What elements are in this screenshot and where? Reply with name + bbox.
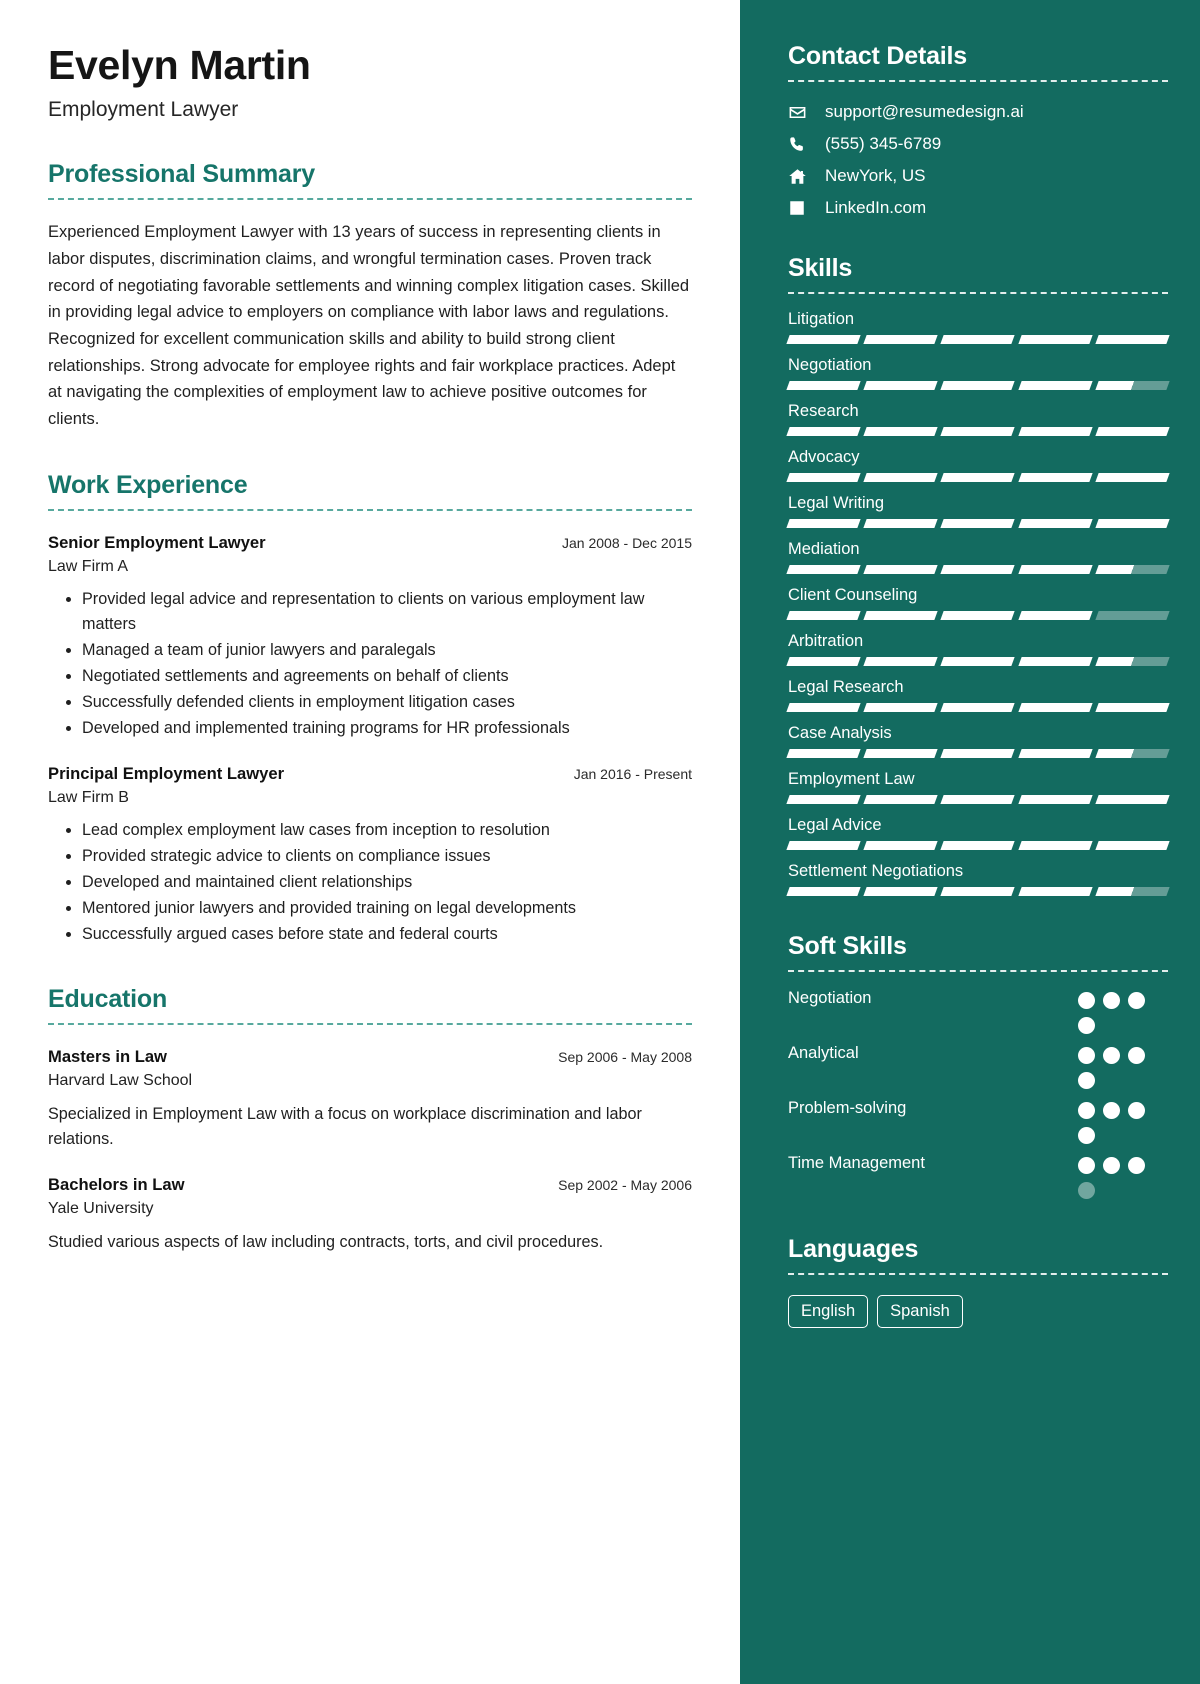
skill-label: Case Analysis xyxy=(788,724,892,742)
work-bullet: • Successfully defended clients in employment litigation cases xyxy=(82,690,692,715)
divider xyxy=(788,80,1168,82)
home-icon xyxy=(788,167,814,186)
soft-skill-dot xyxy=(1103,1102,1120,1119)
skill-segment xyxy=(864,611,938,620)
soft-skill-dot xyxy=(1128,1047,1145,1064)
skill-row xyxy=(788,402,1168,436)
skill-segment xyxy=(786,611,860,620)
section-heading-education: Education xyxy=(48,985,168,1014)
skill-segment xyxy=(1018,841,1092,850)
skill-segment xyxy=(1095,841,1169,850)
skill-label: Research xyxy=(788,402,859,420)
skill-level-bar xyxy=(788,381,1168,390)
skill-segment xyxy=(786,841,860,850)
skill-segment xyxy=(1018,703,1092,712)
soft-skill-label: Analytical xyxy=(788,1044,859,1062)
skill-segment xyxy=(1095,749,1169,758)
skill-segment xyxy=(1018,795,1092,804)
soft-skill-rating xyxy=(1078,1153,1168,1199)
divider xyxy=(48,198,692,200)
soft-skill-dot xyxy=(1078,1047,1095,1064)
skills-list xyxy=(788,310,1168,896)
work-bullet: • Provided strategic advice to clients on compliance issues xyxy=(82,844,692,869)
contact-item[interactable] xyxy=(788,102,1168,122)
divider xyxy=(788,1273,1168,1275)
skill-row xyxy=(788,770,1168,804)
education-entry-description: Specialized in Employment Law with a focus on workplace discrimination and labor relations. xyxy=(48,1105,642,1149)
section-heading-summary: Professional Summary xyxy=(48,160,315,189)
contact-item[interactable] xyxy=(788,166,1168,186)
skill-segment xyxy=(1018,657,1092,666)
work-bullet-list xyxy=(48,818,692,948)
skill-segment xyxy=(1095,473,1169,482)
soft-skills-list xyxy=(788,988,1168,1199)
work-entry-org: Law Firm B xyxy=(48,788,129,806)
work-experience-section xyxy=(48,471,692,947)
skill-segment xyxy=(1018,519,1092,528)
divider xyxy=(788,970,1168,972)
work-entry-list xyxy=(48,533,692,947)
skill-segment xyxy=(1095,381,1169,390)
envelope-icon xyxy=(788,103,814,122)
education-entry-list xyxy=(48,1047,692,1255)
skill-segment xyxy=(864,427,938,436)
skill-label: Legal Research xyxy=(788,678,904,696)
work-entry-header xyxy=(48,533,692,553)
work-bullet: • Managed a team of junior lawyers and paralegals xyxy=(82,638,692,663)
education-entry-org: Harvard Law School xyxy=(48,1072,193,1090)
skill-segment xyxy=(786,657,860,666)
work-bullet: • Developed and maintained client relationships xyxy=(82,870,692,895)
education-entry-header xyxy=(48,1047,692,1067)
soft-skill-dot xyxy=(1078,1182,1095,1199)
skill-segment xyxy=(941,519,1015,528)
work-entry xyxy=(48,764,692,948)
contact-details-section xyxy=(788,42,1168,218)
skill-segment xyxy=(941,841,1015,850)
soft-skill-rating xyxy=(1078,1098,1168,1144)
soft-skill-dot xyxy=(1078,1127,1095,1144)
skill-segment xyxy=(1095,703,1169,712)
skill-segment xyxy=(941,611,1015,620)
language-chip: English xyxy=(788,1295,868,1328)
skill-segment xyxy=(941,657,1015,666)
skill-label: Litigation xyxy=(788,310,855,328)
skill-segment xyxy=(1018,335,1092,344)
languages-section xyxy=(788,1235,1168,1328)
skill-segment xyxy=(864,749,938,758)
skill-segment xyxy=(941,381,1015,390)
sidebar xyxy=(740,0,1200,1684)
skill-segment xyxy=(1018,427,1092,436)
skill-label: Mediation xyxy=(788,540,860,558)
skill-row xyxy=(788,356,1168,390)
education-section xyxy=(48,985,692,1255)
contact-list xyxy=(788,102,1168,218)
skill-segment xyxy=(1018,473,1092,482)
skill-segment xyxy=(1095,427,1169,436)
skill-level-bar xyxy=(788,749,1168,758)
soft-skill-label: Time Management xyxy=(788,1154,925,1172)
skill-segment xyxy=(941,795,1015,804)
soft-skill-row xyxy=(788,1153,1168,1199)
work-entry-title: Principal Employment Lawyer xyxy=(48,763,285,783)
divider xyxy=(48,509,692,511)
skill-row xyxy=(788,310,1168,344)
skill-row xyxy=(788,448,1168,482)
skill-segment xyxy=(1095,611,1169,620)
contact-item[interactable] xyxy=(788,198,1168,218)
skill-row xyxy=(788,816,1168,850)
header-block xyxy=(48,42,692,122)
skill-segment xyxy=(941,703,1015,712)
work-bullet: • Lead complex employment law cases from inception to resolution xyxy=(82,818,692,843)
skill-row xyxy=(788,586,1168,620)
skill-segment xyxy=(786,519,860,528)
skill-row xyxy=(788,494,1168,528)
soft-skill-dot xyxy=(1078,1072,1095,1089)
section-heading-contact: Contact Details xyxy=(788,42,967,70)
skill-level-bar xyxy=(788,519,1168,528)
skill-segment xyxy=(1018,611,1092,620)
phone-icon xyxy=(788,135,814,154)
skill-level-bar xyxy=(788,657,1168,666)
divider xyxy=(788,292,1168,294)
section-heading-work: Work Experience xyxy=(48,470,248,499)
skill-level-bar xyxy=(788,473,1168,482)
skill-segment xyxy=(941,473,1015,482)
soft-skill-label: Problem-solving xyxy=(788,1099,907,1117)
work-entry-date: Jan 2008 - Dec 2015 xyxy=(562,534,692,551)
section-heading-soft-skills: Soft Skills xyxy=(788,932,907,960)
skill-row xyxy=(788,862,1168,896)
skill-level-bar xyxy=(788,565,1168,574)
skill-level-bar xyxy=(788,841,1168,850)
soft-skill-dot xyxy=(1103,1157,1120,1174)
candidate-job-title: Employment Lawyer xyxy=(48,98,239,122)
education-entry-header xyxy=(48,1175,692,1195)
skill-level-bar xyxy=(788,887,1168,896)
soft-skill-rating xyxy=(1078,1043,1168,1089)
skill-segment xyxy=(1018,887,1092,896)
skill-segment xyxy=(786,887,860,896)
skill-level-bar xyxy=(788,795,1168,804)
skill-segment xyxy=(786,703,860,712)
skill-row xyxy=(788,632,1168,666)
soft-skill-row xyxy=(788,1043,1168,1089)
skill-label: Negotiation xyxy=(788,356,872,374)
skill-segment xyxy=(1095,795,1169,804)
professional-summary-section xyxy=(48,160,692,433)
skill-segment xyxy=(864,795,938,804)
skill-segment xyxy=(786,335,860,344)
soft-skill-rating xyxy=(1078,988,1168,1034)
skill-label: Client Counseling xyxy=(788,586,918,604)
education-entry-title: Masters in Law xyxy=(48,1047,167,1067)
skill-segment xyxy=(1095,519,1169,528)
summary-text: Experienced Employment Lawyer with 13 years of success in representing clients in labor disputes, discrimination claims, and wrongful termination cases. Proven track record of negotiating favorable settlements and winning complex litigation cases. Skilled in providing legal advice to employers on compliance with labor laws and regulations. Recognized for excellent communication skills and ability to build strong client relationships. Strong advocate for employee rights and fair workplace practices. Adept at navigating the complexities of employment law to achieve positive outcomes for clients. xyxy=(48,223,690,429)
skill-segment xyxy=(786,749,860,758)
skill-segment xyxy=(786,381,860,390)
skill-segment xyxy=(864,381,938,390)
languages-list xyxy=(788,1295,1168,1328)
skill-segment xyxy=(1095,335,1169,344)
soft-skill-dot xyxy=(1128,1102,1145,1119)
skill-label: Legal Advice xyxy=(788,816,882,834)
soft-skill-dot xyxy=(1103,992,1120,1009)
skill-row xyxy=(788,540,1168,574)
education-entry xyxy=(48,1047,692,1153)
skill-segment xyxy=(941,749,1015,758)
contact-value: support@resumedesign.ai xyxy=(825,102,1024,121)
soft-skill-row xyxy=(788,1098,1168,1144)
work-entry xyxy=(48,533,692,742)
skill-segment xyxy=(1018,381,1092,390)
section-heading-languages: Languages xyxy=(788,1235,919,1263)
contact-value: (555) 345-6789 xyxy=(825,134,942,153)
skill-segment xyxy=(786,565,860,574)
work-bullet: • Successfully argued cases before state and federal courts xyxy=(82,922,692,947)
skill-segment xyxy=(786,795,860,804)
education-entry-date: Sep 2006 - May 2008 xyxy=(558,1049,692,1066)
candidate-name: Evelyn Martin xyxy=(48,42,311,88)
language-chip: Spanish xyxy=(877,1295,963,1328)
skill-label: Employment Law xyxy=(788,770,915,788)
education-entry xyxy=(48,1175,692,1255)
soft-skill-dot xyxy=(1128,992,1145,1009)
divider xyxy=(48,1023,692,1025)
work-entry-date: Jan 2016 - Present xyxy=(573,765,692,782)
skill-segment xyxy=(864,519,938,528)
skill-level-bar xyxy=(788,703,1168,712)
skills-section xyxy=(788,254,1168,896)
skill-level-bar xyxy=(788,427,1168,436)
skill-segment xyxy=(864,335,938,344)
soft-skills-section xyxy=(788,932,1168,1199)
work-bullet-list xyxy=(48,587,692,742)
education-entry-date: Sep 2002 - May 2006 xyxy=(558,1176,692,1193)
skill-segment xyxy=(941,335,1015,344)
soft-skill-row xyxy=(788,988,1168,1034)
soft-skill-dot xyxy=(1078,992,1095,1009)
skill-level-bar xyxy=(788,611,1168,620)
skill-segment xyxy=(786,427,860,436)
skill-segment xyxy=(1095,565,1169,574)
skill-segment xyxy=(1018,749,1092,758)
education-entry-title: Bachelors in Law xyxy=(48,1174,185,1194)
skill-segment xyxy=(864,565,938,574)
work-bullet: • Negotiated settlements and agreements on behalf of clients xyxy=(82,664,692,689)
soft-skill-dot xyxy=(1078,1157,1095,1174)
skill-segment xyxy=(864,473,938,482)
skill-segment xyxy=(786,473,860,482)
skill-row xyxy=(788,724,1168,758)
skill-segment xyxy=(864,703,938,712)
education-entry-description: Studied various aspects of law including contracts, torts, and civil procedures. xyxy=(48,1232,604,1251)
soft-skill-label: Negotiation xyxy=(788,989,872,1007)
skill-level-bar xyxy=(788,335,1168,344)
education-entry-org: Yale University xyxy=(48,1199,154,1217)
skill-label: Advocacy xyxy=(788,448,860,466)
contact-item[interactable] xyxy=(788,134,1168,154)
skill-segment xyxy=(864,887,938,896)
linkedin-icon xyxy=(788,199,814,217)
skill-segment xyxy=(1095,657,1169,666)
soft-skill-dot xyxy=(1103,1047,1120,1064)
work-bullet: • Mentored junior lawyers and provided training on legal developments xyxy=(82,896,692,921)
contact-value: NewYork, US xyxy=(825,166,926,185)
skill-label: Legal Writing xyxy=(788,494,884,512)
skill-segment xyxy=(941,427,1015,436)
work-entry-header xyxy=(48,764,692,784)
skill-segment xyxy=(864,657,938,666)
work-entry-org: Law Firm A xyxy=(48,557,129,575)
skill-segment xyxy=(864,841,938,850)
contact-value: LinkedIn.com xyxy=(825,198,927,217)
work-bullet: • Provided legal advice and representation to clients on various employment law matters xyxy=(82,587,692,637)
skill-label: Settlement Negotiations xyxy=(788,862,964,880)
work-bullet: • Developed and implemented training programs for HR professionals xyxy=(82,716,692,741)
soft-skill-dot xyxy=(1078,1102,1095,1119)
soft-skill-dot xyxy=(1128,1157,1145,1174)
work-entry-title: Senior Employment Lawyer xyxy=(48,532,266,552)
skill-segment xyxy=(1095,887,1169,896)
skill-label: Arbitration xyxy=(788,632,864,650)
skill-segment xyxy=(941,565,1015,574)
skill-segment xyxy=(1018,565,1092,574)
soft-skill-dot xyxy=(1078,1017,1095,1034)
skill-segment xyxy=(941,887,1015,896)
skill-row xyxy=(788,678,1168,712)
section-heading-skills: Skills xyxy=(788,254,853,282)
